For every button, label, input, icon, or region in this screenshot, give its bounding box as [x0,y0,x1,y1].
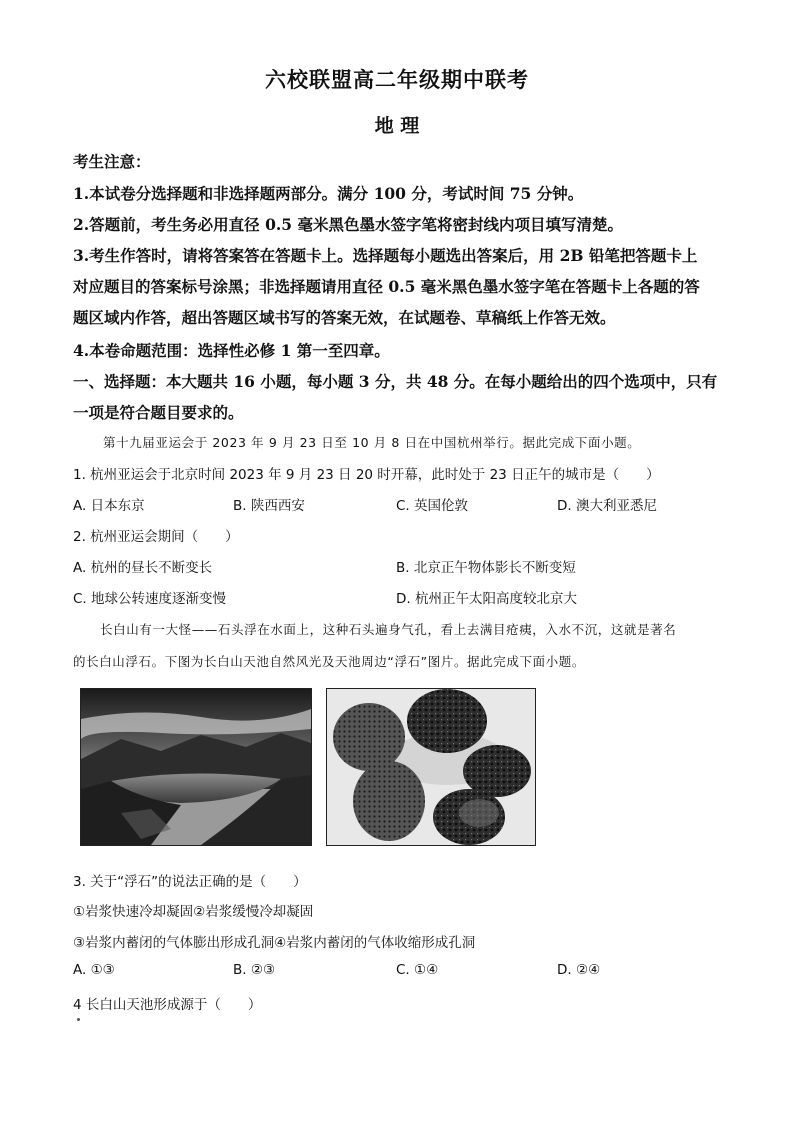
question-4-stem: 4 长白山天池形成源于（ ） [73,997,262,1013]
question-1-option-d: D. 澳大利亚悉尼 [557,498,657,514]
question-3-option-c: C. ①④ [396,962,439,978]
question-2-option-b: B. 北京正午物体影长不断变短 [396,560,576,576]
passage-1: 第十九届亚运会于 2023 年 9 月 23 日至 10 月 8 日在中国杭州举行。据此完成下面小题。 [103,435,641,450]
section-heading-line-1: 一、选择题：本大题共 16 小题，每小题 3 分，共 48 分。在每小题给出的四个选项中，只有 [73,372,718,391]
question-1-stem: 1. 杭州亚运会于北京时间 2023 年 9 月 23 日 20 时开幕，此时处于 23 日正午的城市是（ ） [73,467,660,483]
question-3-stem: 3. 关于“浮石”的说法正确的是（ ） [73,874,307,890]
exam-title: 六校联盟高二年级期中联考 [265,67,529,92]
pumice-stones-photo [326,688,536,846]
passage-2-line-1: 长白山有一大怪——石头浮在水面上，这种石头遍身气孔，看上去满目疮痍，入水不沉，这就是著名 [100,622,677,637]
question-2-stem: 2. 杭州亚运会期间（ ） [73,529,239,545]
question-3-statements-2: ③岩浆内蓄闭的气体膨出形成孔洞④岩浆内蓄闭的气体收缩形成孔洞 [73,935,476,951]
question-1-option-c: C. 英国伦敦 [396,498,469,514]
notice-item-1: 1.本试卷分选择题和非选择题两部分。满分 100 分，考试时间 75 分钟。 [73,184,584,203]
question-1-option-a: A. 日本东京 [73,498,145,514]
section-heading-line-2: 一项是符合题目要求的。 [73,403,244,422]
question-3-option-d: D. ②④ [557,962,601,978]
passage-2-line-2: 的长白山浮石。下图为长白山天池自然风光及天池周边“浮石”图片。据此完成下面小题。 [73,654,585,669]
notice-item-3-line-1: 3.考生作答时，请将答案答在答题卡上。选择题每小题选出答案后，用 2B 铅笔把答题卡上 [73,246,698,265]
question-2-option-d: D. 杭州正午太阳高度较北京大 [396,591,577,607]
question-3-option-b: B. ②③ [233,962,276,978]
subject-title: 地 理 [374,115,420,137]
tianchi-lake-photo [80,688,312,846]
question-1-option-b: B. 陕西西安 [233,498,305,514]
question-3-statements-1: ①岩浆快速冷却凝固②岩浆缓慢冷却凝固 [73,904,314,920]
question-3-option-a: A. ①③ [73,962,115,978]
notice-item-2: 2.答题前，考生务必用直径 0.5 毫米黑色墨水签字笔将密封线内项目填写清楚。 [73,215,623,234]
notice-heading: 考生注意： [73,152,151,171]
scan-speck [77,1018,80,1021]
notice-item-3-line-3: 题区域内作答，超出答题区域书写的答案无效，在试题卷、草稿纸上作答无效。 [73,308,616,327]
question-2-option-c: C. 地球公转速度逐渐变慢 [73,591,227,607]
notice-item-3-line-2: 对应题目的答案标号涂黑；非选择题请用直径 0.5 毫米黑色墨水签字笔在答题卡上各题的答 [73,277,700,296]
question-2-option-a: A. 杭州的昼长不断变长 [73,560,213,576]
notice-item-4: 4.本卷命题范围：选择性必修 1 第一至四章。 [73,341,390,360]
